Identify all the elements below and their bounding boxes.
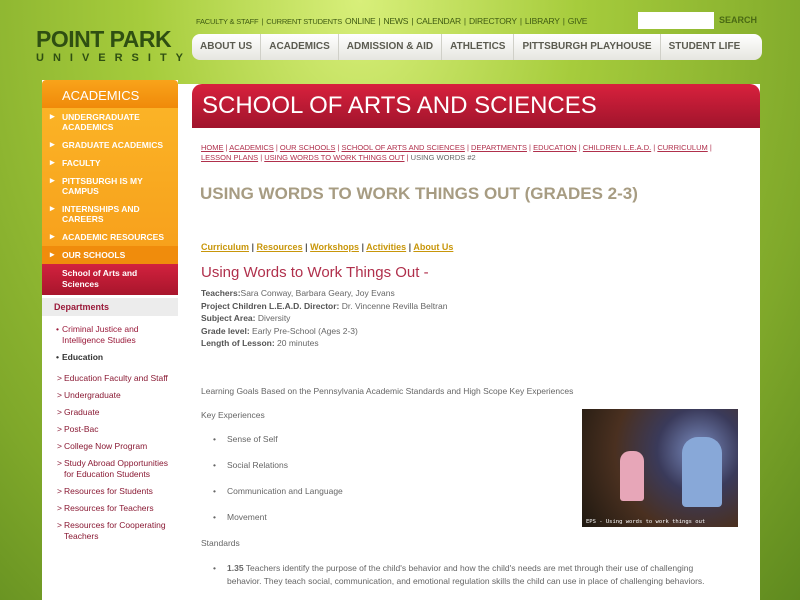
sidebar-item-undergraduate[interactable]: ▸ UNDERGRADUATE ACADEMICS [42, 108, 178, 136]
separator: | [378, 16, 381, 26]
crumb-link[interactable]: DEPARTMENTS [470, 143, 527, 152]
logo-line1: POINT PARK [36, 26, 172, 52]
edu-link[interactable]: > Resources for Students [42, 483, 178, 500]
lesson-title: Using Words to Work Things Out - [201, 264, 429, 281]
sidebar-header: ACADEMICS [42, 80, 178, 108]
sidebar-item-graduate[interactable]: ▸ GRADUATE ACADEMICS [42, 136, 178, 154]
util-current-students[interactable]: CURRENT STUDENTS [266, 16, 343, 26]
subnav-resources[interactable]: Resources [256, 242, 303, 252]
meta-value: 20 minutes [274, 338, 319, 348]
list-item: • Sense of Self [213, 434, 741, 444]
child-figure [620, 451, 644, 501]
meta-value: Dr. Vincenne Revilla Beltran [339, 300, 448, 311]
nav-athletics[interactable]: ATHLETICS [442, 34, 514, 60]
nav-pittsburgh-playhouse[interactable]: PITTSBURGH PLAYHOUSE [514, 34, 660, 60]
crumb-link[interactable]: LESSON PLANS [201, 153, 259, 162]
crumb-link[interactable]: HOME [201, 143, 224, 152]
photo-caption: EPS - Using words to work things out [586, 519, 706, 525]
meta-value: Sara Conway, Barbara Geary, Joy Evans [240, 288, 395, 298]
standard-item [213, 562, 723, 587]
meta-label: Project Children L.E.A.D. Director: [201, 300, 340, 311]
meta-label: Teachers: [201, 288, 241, 298]
crumb-link[interactable]: CURRICULUM [657, 143, 708, 152]
crumb-link[interactable]: USING WORDS TO WORK THINGS OUT [264, 153, 405, 162]
util-online[interactable]: ONLINE [345, 16, 376, 26]
meta-label: Subject Area: [201, 313, 256, 323]
subnav-curriculum[interactable]: Curriculum [201, 242, 250, 252]
util-library[interactable]: LIBRARY [524, 16, 560, 26]
separator: | [519, 16, 522, 26]
edu-link[interactable]: > Undergraduate [42, 387, 178, 404]
list-item: • Social Relations [213, 460, 741, 470]
util-news[interactable]: NEWS [383, 16, 409, 26]
dept-criminal-justice[interactable]: • Criminal Justice and Intelligence Studies [42, 321, 178, 349]
edu-link[interactable]: > Resources for Cooperating Teachers [42, 517, 178, 545]
list-item: • Movement [213, 512, 741, 522]
school-title: SCHOOL OF ARTS AND SCIENCES [192, 84, 760, 128]
nav-about-us[interactable]: ABOUT US [192, 34, 261, 60]
edu-link[interactable]: > College Now Program [42, 438, 178, 455]
separator: | [411, 16, 414, 26]
meta-label: Grade level: [201, 325, 250, 336]
util-faculty-staff[interactable]: FACULTY & STAFF [196, 16, 259, 26]
meta-label: Length of Lesson: [201, 338, 275, 348]
util-directory[interactable]: DIRECTORY [468, 16, 517, 26]
search-input[interactable] [638, 12, 714, 29]
crumb-link[interactable]: EDUCATION [533, 143, 577, 152]
sidebar-item-our-schools[interactable]: ▸ OUR SCHOOLS [42, 246, 178, 264]
sidebar-item-internships[interactable]: ▸ INTERNSHIPS AND CAREERS [42, 200, 178, 228]
sidebar-item-faculty[interactable]: ▸ FACULTY [42, 154, 178, 172]
departments-header: Departments [42, 298, 178, 316]
crumb-link[interactable]: SCHOOL OF ARTS AND SCIENCES [341, 143, 465, 152]
standards-label: Standards [201, 538, 240, 548]
util-give[interactable]: GIVE [567, 16, 588, 26]
edu-link[interactable]: > Resources for Teachers [42, 500, 178, 517]
subnav-workshops[interactable]: Workshops [310, 242, 359, 252]
edu-link[interactable]: > Education Faculty and Staff [42, 370, 178, 387]
logo-line2: UNIVERSITY [36, 52, 193, 64]
subnav-about-us[interactable]: About Us [413, 242, 454, 252]
dept-education[interactable]: • Education [42, 349, 178, 366]
sidebar [42, 80, 178, 600]
meta-value: Diversity [255, 313, 291, 323]
edu-link[interactable]: > Study Abroad Opportunities for Education Students [42, 455, 178, 483]
sidebar-item-academic-resources[interactable]: ▸ ACADEMIC RESOURCES [42, 228, 178, 246]
learning-goals: Learning Goals Based on the Pennsylvania Academic Standards and High Scope Key Experiences [201, 386, 574, 396]
separator: | [562, 16, 565, 26]
crumb-current: USING WORDS #2 [410, 153, 476, 162]
university-logo[interactable] [36, 28, 192, 64]
nav-admission-aid[interactable]: ADMISSION & AID [339, 34, 442, 60]
search-button[interactable]: SEARCH [719, 15, 758, 25]
breadcrumb: HOME | ACADEMICS | OUR SCHOOLS | SCHOOL OF ARTS AND SCIENCES | DEPARTMENTS | EDUCATION | CHILDREN L.E.A.D. | CURRICULUM | LESSON PLANS | USING WORDS TO WORK THINGS OUT | USING WORDS #2 [201, 143, 712, 162]
list-item: • Communication and Language [213, 486, 741, 496]
sub-nav: Curriculum | Resources | Workshops | Activities | About Us [201, 242, 454, 252]
edu-link[interactable]: > Graduate [42, 404, 178, 421]
sidebar-item-pittsburgh-campus[interactable]: ▸ PITTSBURGH IS MY CAMPUS [42, 172, 178, 200]
utility-nav [196, 16, 587, 26]
separator: | [463, 16, 466, 26]
key-experiences-label: Key Experiences [201, 410, 265, 420]
lesson-meta [201, 287, 447, 350]
main-nav [192, 34, 762, 60]
separator: | [261, 16, 264, 26]
crumb-link[interactable]: ACADEMICS [229, 143, 274, 152]
nav-student-life[interactable]: STUDENT LIFE [668, 41, 741, 52]
teacher-figure [682, 437, 722, 507]
lesson-photo [582, 409, 738, 527]
crumb-link[interactable]: CHILDREN L.E.A.D. [582, 143, 652, 152]
edu-link[interactable]: > Post-Bac [42, 421, 178, 438]
util-calendar[interactable]: CALENDAR [416, 16, 461, 26]
page-title: USING WORDS TO WORK THINGS OUT (GRADES 2-3) [200, 184, 638, 203]
crumb-link[interactable]: OUR SCHOOLS [279, 143, 336, 152]
subnav-activities[interactable]: Activities [366, 242, 407, 252]
sidebar-current-school[interactable]: School of Arts and Sciences [42, 264, 178, 295]
standard-number: 1.35 [227, 563, 244, 573]
nav-academics[interactable]: ACADEMICS [261, 34, 339, 60]
meta-value: Early Pre-School (Ages 2-3) [249, 325, 358, 336]
standard-text: Teachers identify the purpose of the child's behavior and how the child's needs are met through their use of challenging behavior. They teach social, communication, and emotional regulation skills the child can use in place of challenging behaviors. [227, 563, 705, 586]
